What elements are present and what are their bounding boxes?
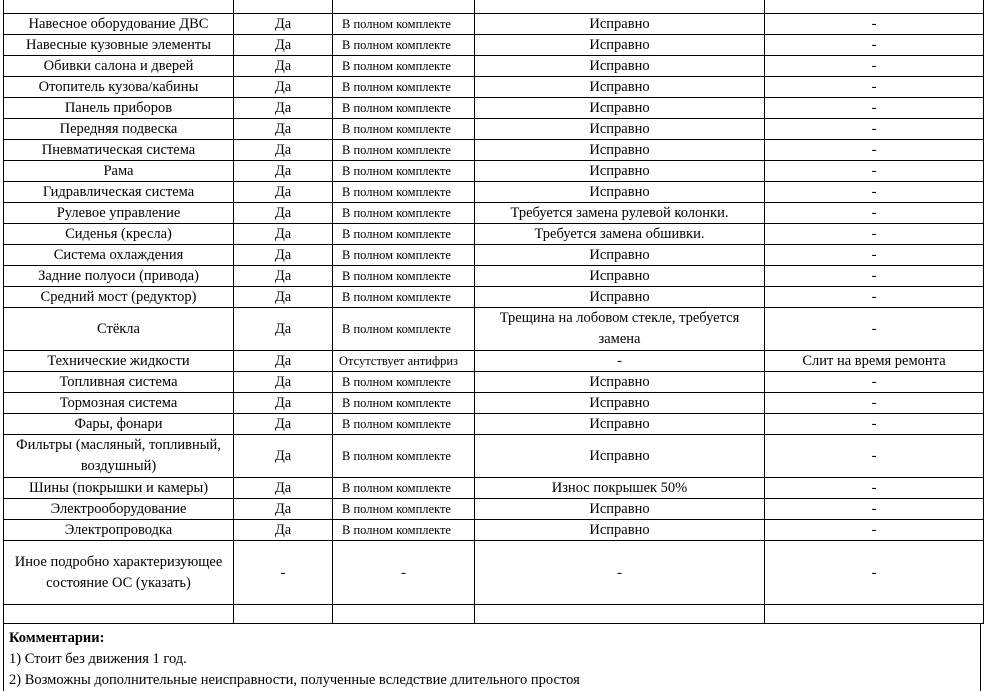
cell-note: -: [765, 56, 984, 77]
table-row: [4, 499, 984, 520]
cell-completeness: В полном комплекте: [333, 119, 475, 140]
cell-name: Обивки салона и дверей: [4, 56, 234, 77]
cell-present: Да: [234, 308, 333, 351]
cell-condition: Исправно: [475, 182, 765, 203]
cell-note: -: [765, 372, 984, 393]
cell-present: Да: [234, 56, 333, 77]
table-row: [4, 98, 984, 119]
cell-condition: Исправно: [475, 140, 765, 161]
cell-present: Да: [234, 14, 333, 35]
cell-present: Да: [234, 351, 333, 372]
cell-present: Да: [234, 245, 333, 266]
cell-completeness: В полном комплекте: [333, 14, 475, 35]
table-row: [4, 372, 984, 393]
cell-name: Система охлаждения: [4, 245, 234, 266]
table-row: [4, 478, 984, 499]
cell-present: Да: [234, 98, 333, 119]
cell-completeness: В полном комплекте: [333, 35, 475, 56]
table-row-empty: [4, 605, 984, 624]
cell-note: -: [765, 224, 984, 245]
cell-name: Рама: [4, 161, 234, 182]
cell-condition: Трещина на лобовом стекле, требуется замена: [475, 308, 765, 351]
cell-empty: [475, 605, 765, 624]
cell-note: -: [765, 35, 984, 56]
cell-completeness: В полном комплекте: [333, 414, 475, 435]
cell-completeness: В полном комплекте: [333, 499, 475, 520]
cell-note: -: [765, 245, 984, 266]
cell-name: Рулевое управление: [4, 203, 234, 224]
table-row: [4, 35, 984, 56]
cell-completeness: В полном комплекте: [333, 224, 475, 245]
cell-completeness: В полном комплекте: [333, 140, 475, 161]
comments-heading: Комментарии:: [9, 630, 105, 646]
cell-completeness: -: [333, 541, 475, 605]
cell-note: -: [765, 520, 984, 541]
table-row: [4, 161, 984, 182]
table-row: [4, 119, 984, 140]
cell-condition: Исправно: [475, 266, 765, 287]
cell-note: -: [765, 308, 984, 351]
table-row: [4, 77, 984, 98]
table-row: [4, 435, 984, 478]
table-row-partial: [4, 0, 984, 14]
cell-present: Да: [234, 435, 333, 478]
cell-completeness: Отсутствует антифриз: [333, 351, 475, 372]
cell-name: Сиденья (кресла): [4, 224, 234, 245]
cell-name: Гидравлическая система: [4, 182, 234, 203]
cell-completeness: В полном комплекте: [333, 520, 475, 541]
table-row: [4, 182, 984, 203]
cell-name: Фильтры (масляный, топливный, воздушный): [4, 435, 234, 478]
cell-note: -: [765, 140, 984, 161]
cell-present: Да: [234, 119, 333, 140]
cell-present: Да: [234, 161, 333, 182]
inspection-table: [3, 0, 984, 624]
table-row: [4, 56, 984, 77]
cell-completeness: В полном комплекте: [333, 77, 475, 98]
cell-condition: Исправно: [475, 435, 765, 478]
cell-name: [4, 0, 234, 14]
cell-condition: -: [475, 541, 765, 605]
comment-line: 2) Возможны дополнительные неисправности, полученные вследствие длительного простоя: [9, 672, 580, 688]
cell-empty: [234, 605, 333, 624]
cell-completeness: В полном комплекте: [333, 478, 475, 499]
cell-note: Слит на время ремонта: [765, 351, 984, 372]
cell-completeness: В полном комплекте: [333, 161, 475, 182]
cell-condition: Исправно: [475, 414, 765, 435]
cell-name: Фары, фонари: [4, 414, 234, 435]
cell-empty: [765, 605, 984, 624]
table-row: [4, 520, 984, 541]
cell-condition: Исправно: [475, 14, 765, 35]
cell-name: Топливная система: [4, 372, 234, 393]
cell-note: -: [765, 119, 984, 140]
cell-note: [765, 0, 984, 14]
cell-condition: Исправно: [475, 35, 765, 56]
cell-note: -: [765, 161, 984, 182]
cell-condition: Исправно: [475, 520, 765, 541]
cell-name: Отопитель кузова/кабины: [4, 77, 234, 98]
table-row: [4, 414, 984, 435]
table-row: [4, 351, 984, 372]
cell-note: -: [765, 541, 984, 605]
cell-name: Пневматическая система: [4, 140, 234, 161]
table-row: [4, 14, 984, 35]
comment-line: 1) Стоит без движения 1 год.: [9, 651, 187, 667]
cell-name: Средний мост (редуктор): [4, 287, 234, 308]
cell-present: Да: [234, 499, 333, 520]
cell-present: Да: [234, 203, 333, 224]
cell-present: Да: [234, 393, 333, 414]
cell-note: -: [765, 435, 984, 478]
cell-note: -: [765, 98, 984, 119]
cell-name: Шины (покрышки и камеры): [4, 478, 234, 499]
table-row: [4, 224, 984, 245]
cell-note: -: [765, 203, 984, 224]
cell-note: -: [765, 414, 984, 435]
cell-note: -: [765, 266, 984, 287]
cell-condition: Износ покрышек 50%: [475, 478, 765, 499]
cell-present: Да: [234, 224, 333, 245]
table-row: [4, 266, 984, 287]
cell-condition: Исправно: [475, 393, 765, 414]
cell-completeness: В полном комплекте: [333, 308, 475, 351]
table-row: [4, 287, 984, 308]
table-row: [4, 541, 984, 605]
cell-condition: Исправно: [475, 56, 765, 77]
cell-completeness: В полном комплекте: [333, 98, 475, 119]
cell-note: -: [765, 393, 984, 414]
cell-present: Да: [234, 287, 333, 308]
cell-condition: Исправно: [475, 119, 765, 140]
cell-present: Да: [234, 372, 333, 393]
cell-completeness: В полном комплекте: [333, 245, 475, 266]
cell-completeness: В полном комплекте: [333, 56, 475, 77]
cell-present: -: [234, 541, 333, 605]
cell-condition: Исправно: [475, 77, 765, 98]
cell-condition: Исправно: [475, 245, 765, 266]
cell-completeness: В полном комплекте: [333, 266, 475, 287]
cell-condition: Исправно: [475, 372, 765, 393]
cell-condition: -: [475, 351, 765, 372]
cell-condition: Исправно: [475, 98, 765, 119]
cell-name: Электрооборудование: [4, 499, 234, 520]
cell-note: -: [765, 14, 984, 35]
table-row: [4, 203, 984, 224]
table-row: [4, 245, 984, 266]
cell-present: Да: [234, 140, 333, 161]
cell-name: Передняя подвеска: [4, 119, 234, 140]
cell-completeness: В полном комплекте: [333, 287, 475, 308]
cell-present: Да: [234, 520, 333, 541]
cell-condition: Требуется замена обшивки.: [475, 224, 765, 245]
cell-name: Технические жидкости: [4, 351, 234, 372]
table-row: [4, 140, 984, 161]
table-row: [4, 308, 984, 351]
cell-condition: Исправно: [475, 287, 765, 308]
cell-present: Да: [234, 35, 333, 56]
cell-note: -: [765, 287, 984, 308]
cell-note: -: [765, 77, 984, 98]
cell-name: Тормозная система: [4, 393, 234, 414]
cell-present: Да: [234, 478, 333, 499]
cell-completeness: В полном комплекте: [333, 393, 475, 414]
cell-name: Электропроводка: [4, 520, 234, 541]
cell-present: Да: [234, 182, 333, 203]
cell-name: Навесные кузовные элементы: [4, 35, 234, 56]
cell-empty: [4, 605, 234, 624]
cell-condition: [475, 0, 765, 14]
cell-completeness: В полном комплекте: [333, 203, 475, 224]
cell-completeness: В полном комплекте: [333, 435, 475, 478]
cell-name: Задние полуоси (привода): [4, 266, 234, 287]
cell-completeness: [333, 0, 475, 14]
cell-condition: Исправно: [475, 499, 765, 520]
cell-present: Да: [234, 77, 333, 98]
cell-note: -: [765, 499, 984, 520]
cell-note: -: [765, 182, 984, 203]
cell-completeness: В полном комплекте: [333, 372, 475, 393]
cell-empty: [333, 605, 475, 624]
cell-note: -: [765, 478, 984, 499]
cell-present: Да: [234, 414, 333, 435]
cell-completeness: В полном комплекте: [333, 182, 475, 203]
cell-condition: Требуется замена рулевой колонки.: [475, 203, 765, 224]
cell-name: Иное подробно характеризующее состояние ОС (указать): [4, 541, 234, 605]
cell-present: [234, 0, 333, 14]
cell-name: Навесное оборудование ДВС: [4, 14, 234, 35]
cell-name: Стёкла: [4, 308, 234, 351]
cell-condition: Исправно: [475, 161, 765, 182]
cell-present: Да: [234, 266, 333, 287]
cell-name: Панель приборов: [4, 98, 234, 119]
table-row: [4, 393, 984, 414]
